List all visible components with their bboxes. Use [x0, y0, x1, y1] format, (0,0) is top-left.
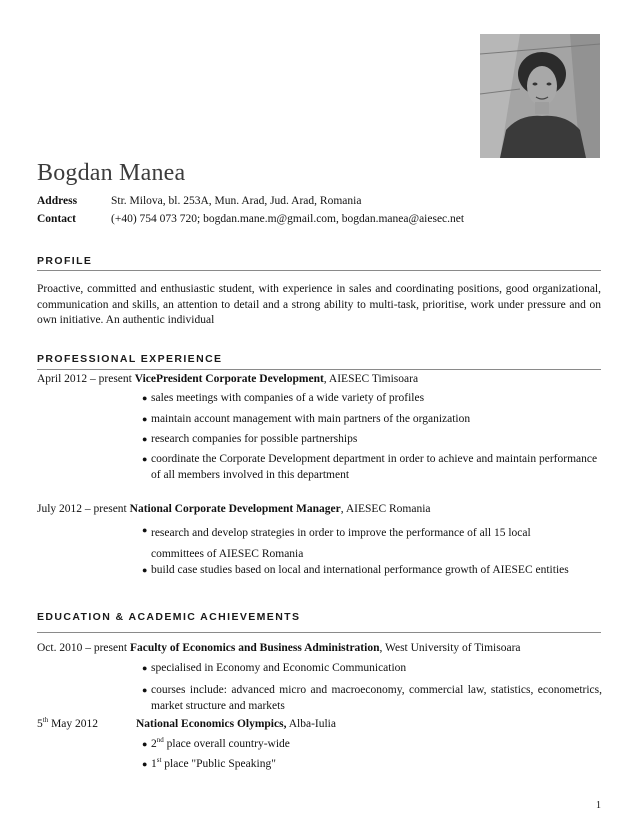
bullet-icon: ●: [142, 663, 148, 673]
job-position: National Corporate Development Manager: [129, 503, 341, 515]
bullet-text: research and develop strategies in order to improve the performance of all 15 local committees of AIESEC Romania: [151, 527, 531, 560]
rank-number: 1: [151, 758, 157, 770]
profile-text: Proactive, committed and enthusiastic student, with experience in sales and coordinating positions, good organizational, communication and skills, an attention to detail and a strong ability to multi-task, prioritise, work under pressure and on own initiative. An authentic individual: [37, 283, 601, 326]
experience-divider: [37, 369, 601, 370]
rank-ordinal: st: [156, 756, 162, 765]
education-entry: [37, 718, 601, 730]
job-date: April 2012 – present: [37, 373, 135, 385]
bullet-icon: ●: [142, 525, 148, 535]
education-title: [136, 718, 336, 730]
bullet-icon: ●: [142, 414, 148, 424]
bullet-text: build case studies based on local and international performance growth of AIESEC entities: [151, 564, 569, 576]
bullet-text: specialised in Economy and Economic Communication: [151, 662, 407, 674]
rank-text: place overall country-wide: [163, 738, 290, 750]
bullet-icon: ●: [142, 454, 148, 464]
job-date: July 2012 – present: [37, 503, 130, 515]
job-position: VicePresident Corporate Development: [134, 373, 324, 385]
bullet-text: coordinate the Corporate Development department in order to achieve and maintain performance of all members involved in this department: [151, 453, 598, 481]
bullet-text: sales meetings with companies of a wide variety of profiles: [151, 392, 425, 404]
profile-photo: [480, 34, 600, 158]
bullet-icon: ●: [142, 434, 148, 444]
bullet-icon: ●: [142, 393, 148, 403]
bullet-icon: ●: [142, 685, 148, 695]
candidate-name: Bogdan Manea: [37, 160, 186, 186]
education-heading: EDUCATION & ACADEMIC ACHIEVEMENTS: [37, 611, 301, 623]
date-day: 5: [37, 718, 43, 730]
rank-number: 2: [151, 738, 157, 750]
education-entry: [37, 642, 601, 654]
portrait-photo-icon: [480, 34, 600, 158]
contact-label: Contact: [37, 213, 76, 225]
job-entry: [37, 503, 601, 515]
date-rest: May 2012: [48, 718, 99, 730]
education-place: Alba-Iulia: [286, 718, 336, 730]
bullet-text: research companies for possible partnerships: [151, 433, 358, 445]
bullet-text: maintain account management with main partners of the organization: [151, 413, 471, 425]
bullet-icon: ●: [142, 739, 148, 749]
job-organization: , AIESEC Romania: [340, 503, 431, 515]
job-organization: , AIESEC Timisoara: [323, 373, 419, 385]
bullet-text: courses include: advanced micro and macroeconomy, commercial law, statistics, econometrics, market structure and markets: [151, 684, 602, 712]
education-place: , West University of Timisoara: [379, 642, 521, 654]
job-entry: [37, 373, 601, 385]
rank-ordinal: nd: [156, 736, 164, 745]
education-divider: [37, 632, 601, 633]
profile-heading: PROFILE: [37, 255, 93, 267]
bullet-text: [151, 757, 602, 773]
bullet-icon: ●: [142, 565, 148, 575]
page-number: 1: [596, 800, 601, 811]
address-value: Str. Milova, bl. 253A, Mun. Arad, Jud. Arad, Romania: [111, 195, 362, 207]
education-name: National Economics Olympics,: [136, 718, 287, 730]
bullet-icon: ●: [142, 759, 148, 769]
contact-value: (+40) 754 073 720; bogdan.mane.m@gmail.com, bogdan.manea@aiesec.net: [111, 213, 465, 225]
address-label: Address: [37, 195, 78, 207]
profile-divider: [37, 270, 601, 271]
rank-text: place "Public Speaking": [161, 758, 276, 770]
bullet-text: [151, 737, 602, 753]
experience-heading: PROFESSIONAL EXPERIENCE: [37, 353, 223, 365]
education-date: [37, 718, 98, 730]
education-name: Faculty of Economics and Business Administration: [129, 642, 380, 654]
education-date: Oct. 2010 – present: [37, 642, 130, 654]
date-ordinal: th: [42, 716, 49, 725]
